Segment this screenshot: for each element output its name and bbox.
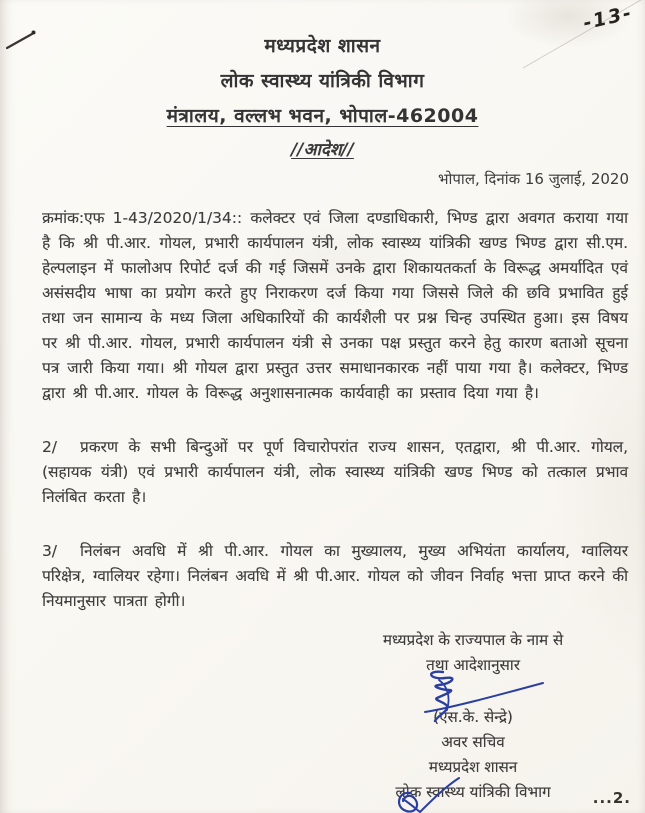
document-header <box>0 0 645 160</box>
signature-block <box>323 628 623 805</box>
signatory-name: (एस.के. सेन्द्रे) <box>433 708 513 726</box>
paragraph-2-number: 2/ <box>42 438 57 456</box>
signatory-department: लोक स्वास्थ्य यांत्रिकी विभाग <box>395 783 551 801</box>
paragraph-3-text: निलंबन अवधि में श्री पी.आर. गोयल का मुख्यालय, मुख्य अभियंता कार्यालय, ग्वालियर परिक्षेत्र, ग्वालियर रहेगा। निलंबन अवधि में श्री पी.आर. गोयल को जीवन निर्वाह भत्ता प्राप्त करने की नियमानुसार पात्रता होगी। <box>42 542 628 610</box>
signature-ink-scribble <box>395 666 555 728</box>
paragraph-2 <box>42 435 628 510</box>
paragraph-3 <box>42 539 628 614</box>
signatory-designation: अवर सचिव <box>441 733 505 751</box>
authority-line-1: मध्यप्रदेश के राज्यपाल के नाम से <box>382 631 564 649</box>
office-address: मंत्रालय, वल्लभ भवन, भोपाल-462004 <box>166 105 479 127</box>
paragraph-2-text: प्रकरण के सभी बिन्दुओं पर पूर्ण विचारोपरांत राज्य शासन, एतद्वारा, श्री पी.आर. गोयल, (सहायक यंत्री) एवं प्रभारी कार्यपालन यंत्री, लोक स्वास्थ्य यांत्रिकी खण्ड भिण्ड को तत्काल प्रभाव निलंबित करता है। <box>42 438 628 506</box>
pen-stroke-mark <box>4 28 40 52</box>
department-name: लोक स्वास्थ्य यांत्रिकी विभाग <box>220 70 425 92</box>
checkmark-ink-scribble <box>393 775 465 813</box>
order-body <box>0 206 645 614</box>
handwritten-page-number: -13- <box>580 1 635 35</box>
continuation-page-marker: ...2. <box>592 789 631 807</box>
government-name: मध्यप्रदेश शासन <box>264 35 381 57</box>
signatory-government: मध्यप्रदेश शासन <box>428 758 518 776</box>
paragraph-1 <box>42 206 628 406</box>
authority-line-2: तथा आदेशानुसार <box>426 656 520 674</box>
paragraph-1-text: क्रमांक:एफ 1-43/2020/1/34:: कलेक्टर एवं जिला दण्डाधिकारी, भिण्ड द्वारा अवगत कराया गया है कि श्री पी.आर. गोयल, प्रभारी कार्यपालन यंत्री, लोक स्वास्थ्य यांत्रिकी खण्ड भिण्ड द्वारा सी.एम. हेल्पलाइन में फालोअप रिपोर्ट दर्ज की गई जिसमें उनके द्वारा शिकायतकर्ता के विरूद्ध अमर्यादित एवं असंसदीय भाषा का प्रयोग करते हुए निराकरण दर्ज किया गया जिससे जिले की छवि प्रभावित हुई तथा जन सामान्य के मध्य जिला अधिकारियों की कार्यशैली पर प्रश्न चिन्ह उपस्थित हुआ। इस विषय पर श्री पी.आर. गोयल, प्रभारी कार्यपालन यंत्री से उनका पक्ष प्रस्तुत करने हेतु कारण बताओ सूचना पत्र जारी किया गया। श्री गोयल द्वारा प्रस्तुत उत्तर समाधानकारक नहीं पाया गया है। कलेक्टर, भिण्ड द्वारा श्री पी.आर. गोयल के विरूद्ध अनुशासनात्मक कार्यवाही का प्रस्ताव दिया गया है। <box>42 209 628 402</box>
paragraph-3-number: 3/ <box>42 542 57 560</box>
place-date-line: भोपाल, दिनांक 16 जुलाई, 2020 <box>437 170 629 188</box>
order-title: //आदेश// <box>291 140 354 160</box>
